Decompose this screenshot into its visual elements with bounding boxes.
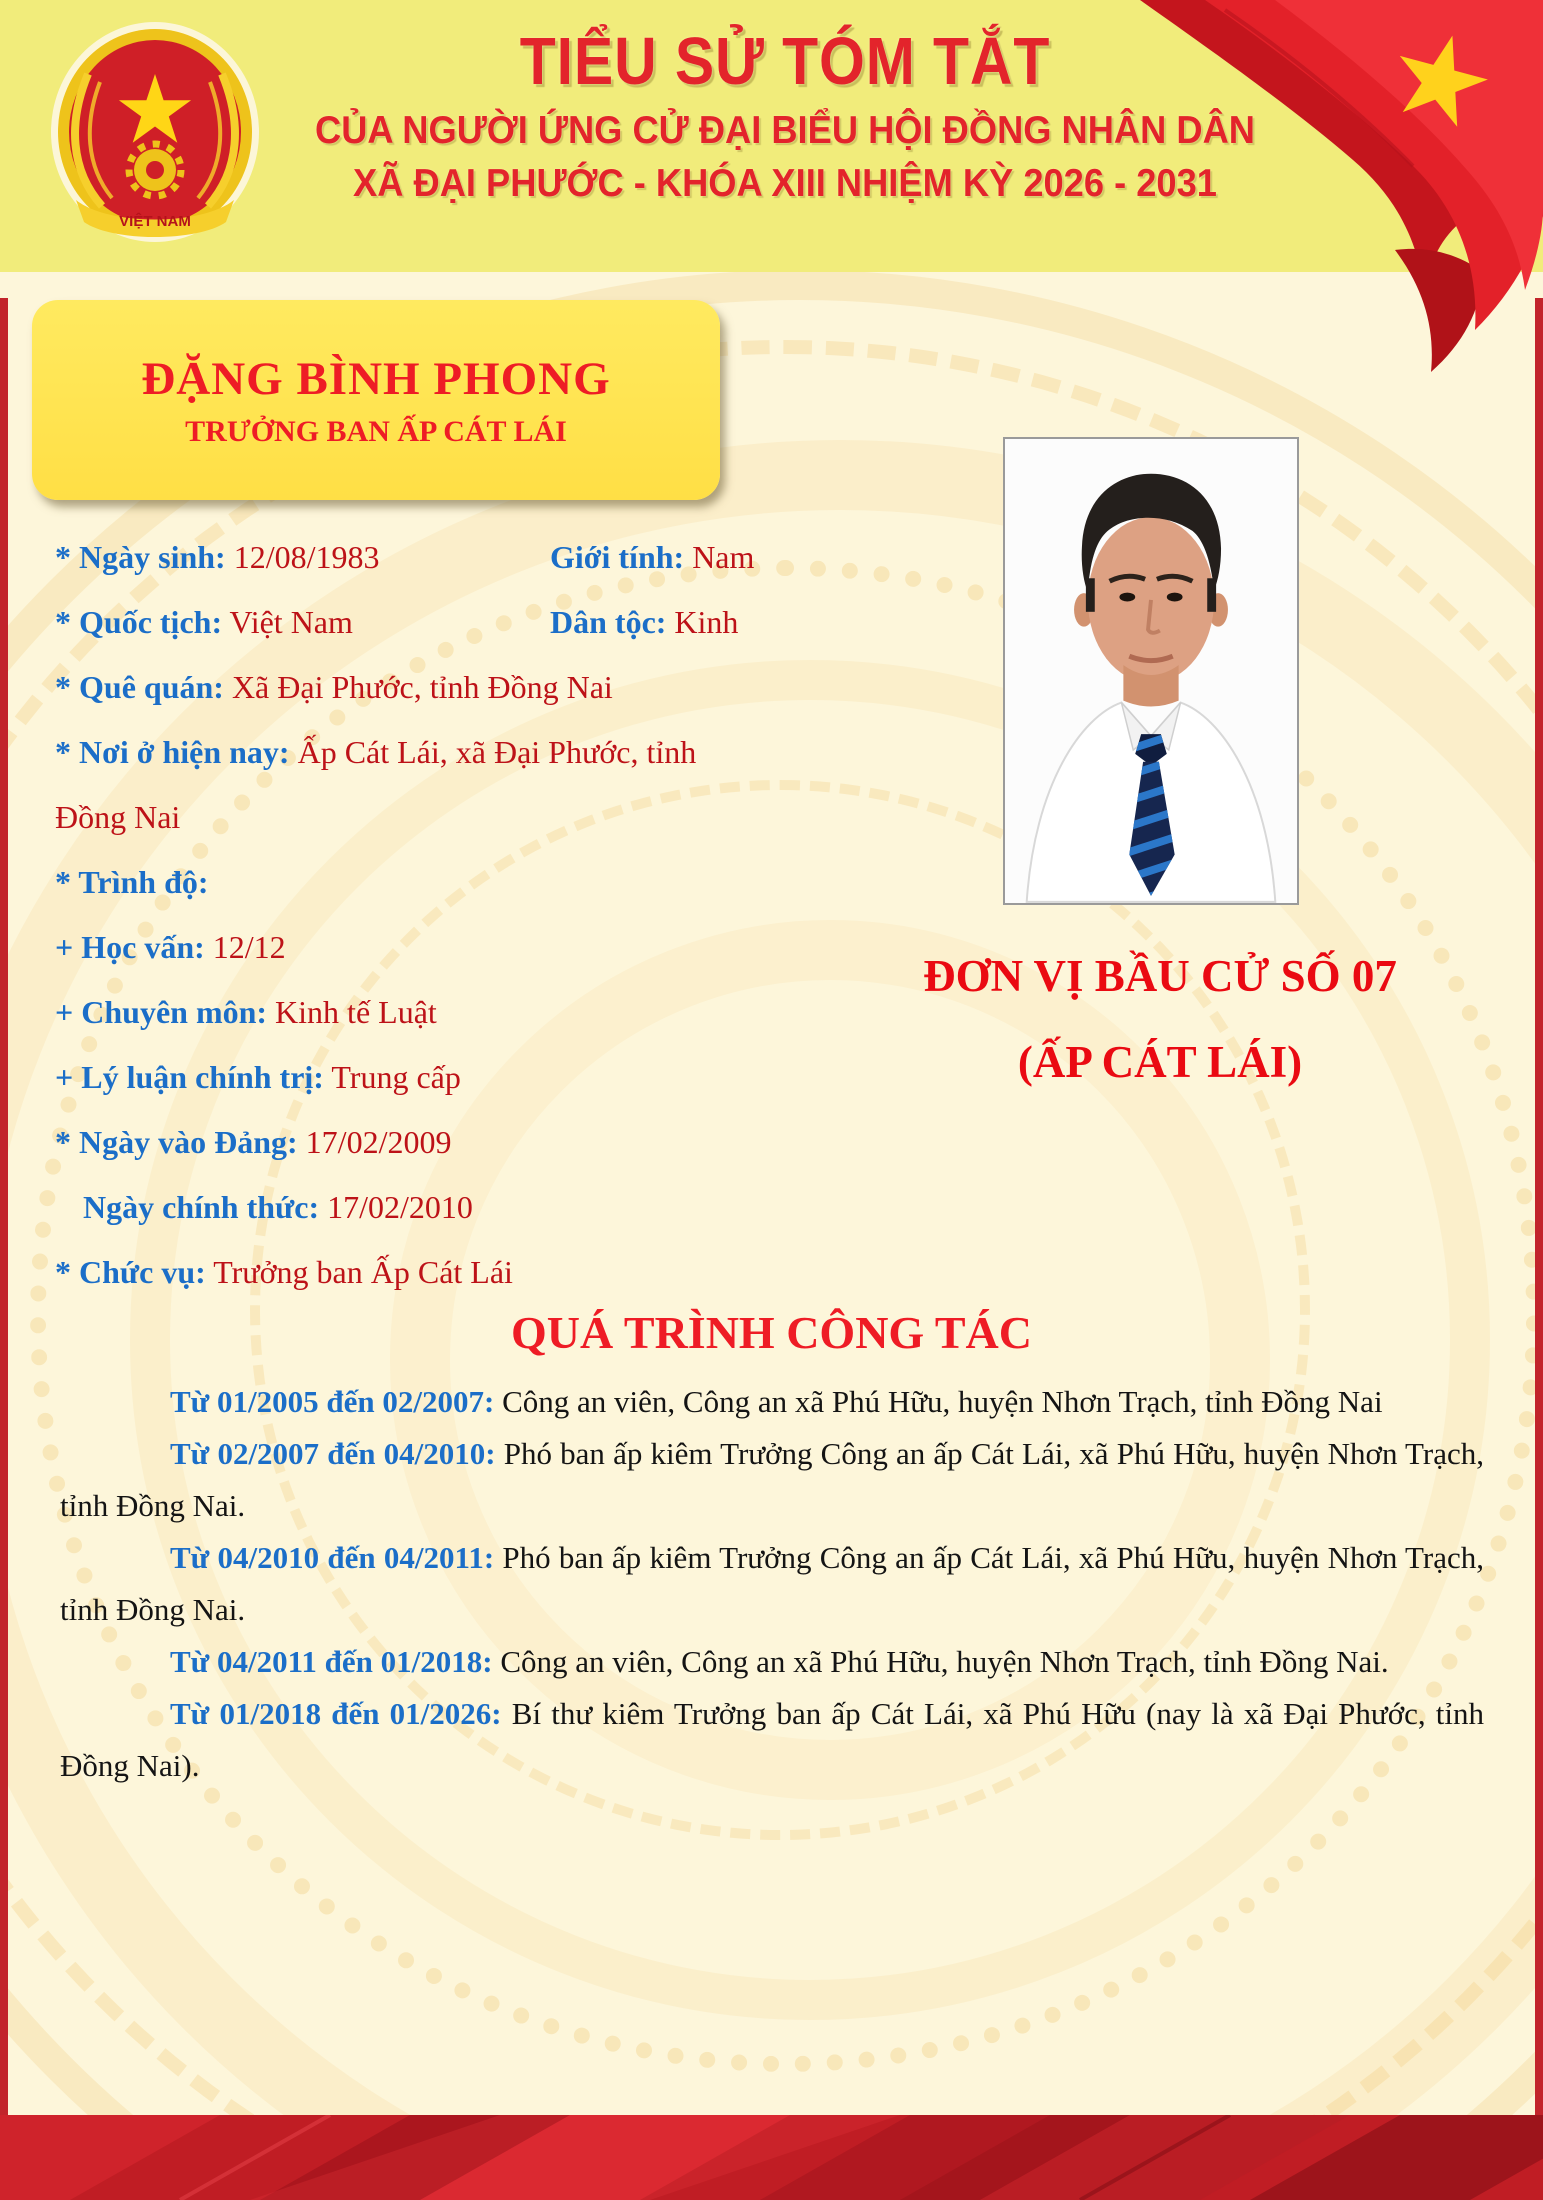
right-red-edge	[1535, 298, 1543, 2115]
info-label: + Học vấn:	[55, 929, 205, 965]
work-period: Từ 01/2005 đến 02/2007:	[170, 1384, 495, 1419]
work-entry	[60, 1636, 1484, 1688]
vietnam-flag-icon	[1095, 0, 1543, 400]
info-row-birthdate	[55, 525, 755, 590]
work-period: Từ 02/2007 đến 04/2010:	[170, 1436, 496, 1471]
info-label: * Ngày sinh:	[55, 539, 226, 575]
candidate-name-box	[32, 300, 720, 500]
title-line-1: TIỂU SỬ TÓM TẮT	[519, 24, 1051, 99]
work-entry	[60, 1428, 1484, 1532]
info-row-party-official-date	[55, 1175, 750, 1240]
work-description: Công an viên, Công an xã Phú Hữu, huyện Nhơn Trạch, tỉnh Đồng Nai.	[500, 1644, 1389, 1679]
footer-pattern	[0, 2115, 1543, 2200]
work-period: Từ 04/2010 đến 04/2011:	[170, 1540, 495, 1575]
candidate-name: ĐẶNG BÌNH PHONG	[141, 353, 611, 405]
info-value: 17/02/2009	[305, 1124, 452, 1160]
work-history	[60, 1376, 1484, 1792]
info-row-specialty	[55, 980, 750, 1045]
biography-info	[55, 525, 755, 1305]
info-row-political-theory	[55, 1045, 750, 1110]
info-value: Nam	[692, 539, 755, 575]
work-description: Công an viên, Công an xã Phú Hữu, huyện Nhơn Trạch, tỉnh Đồng Nai	[502, 1384, 1383, 1419]
info-row-nationality	[55, 590, 750, 655]
info-value: 12/08/1983	[233, 539, 380, 575]
title-line-2: CỦA NGƯỜI ỨNG CỬ ĐẠI BIỂU HỘI ĐỒNG NHÂN DÂN	[315, 109, 1255, 152]
info-value: 17/02/2010	[327, 1189, 473, 1225]
work-entry	[60, 1376, 1484, 1428]
work-description: Phó ban ấp kiêm Trưởng Công an ấp Cát Lái, xã Phú Hữu, huyện Nhơn Trạch, tỉnh Đồng Nai.	[60, 1436, 1484, 1523]
info-value: 12/12	[212, 929, 286, 965]
info-row-residence	[55, 720, 750, 850]
title-line-3: XÃ ĐẠI PHƯỚC - KHÓA XIII NHIỆM KỲ 2026 - 2031	[353, 162, 1217, 205]
info-label: * Nơi ở hiện nay:	[55, 734, 290, 770]
info-row-party-join-date	[55, 1110, 750, 1175]
svg-text:VIỆT NAM: VIỆT NAM	[119, 213, 191, 230]
info-row-gender	[550, 525, 754, 590]
election-unit-line2: (ẤP CÁT LÁI)	[1017, 1037, 1303, 1087]
work-description: Bí thư kiêm Trưởng ban ấp Cát Lái, xã Phú Hữu (nay là xã Đại Phước, tỉnh Đồng Nai).	[60, 1696, 1485, 1783]
info-value: Xã Đại Phước, tỉnh Đồng Nai	[231, 669, 613, 705]
info-value: Ấp Cát Lái, xã Đại Phước, tỉnh Đồng Nai	[55, 734, 697, 835]
info-label: Ngày chính thức:	[83, 1189, 320, 1225]
info-value: Trung cấp	[331, 1059, 461, 1095]
work-history-title: QUÁ TRÌNH CÔNG TÁC	[511, 1307, 1032, 1358]
info-label: * Chức vụ:	[55, 1254, 206, 1290]
info-row-hometown	[55, 655, 750, 720]
info-label: * Quốc tịch:	[55, 604, 223, 640]
candidate-portrait-photo	[1003, 437, 1299, 905]
work-entry	[60, 1532, 1484, 1636]
info-label: Dân tộc:	[550, 604, 667, 640]
info-row-ethnicity	[550, 590, 738, 655]
work-entry	[60, 1688, 1484, 1792]
info-label: + Lý luận chính trị:	[55, 1059, 324, 1095]
candidate-position: TRƯỞNG BAN ẤP CÁT LÁI	[185, 415, 567, 448]
info-value: Kinh tế Luật	[275, 994, 437, 1030]
election-unit-line1: ĐƠN VỊ BẦU CỬ SỐ 07	[923, 951, 1397, 1001]
election-unit	[860, 933, 1460, 1105]
info-row-education-header	[55, 850, 750, 915]
work-description: Phó ban ấp kiêm Trưởng Công an ấp Cát Lái, xã Phú Hữu, huyện Nhơn Trạch, tỉnh Đồng Nai.	[60, 1540, 1484, 1627]
left-red-edge	[0, 298, 8, 2115]
info-value: Việt Nam	[229, 604, 353, 640]
info-label: * Trình độ:	[55, 864, 209, 900]
info-value: Kinh	[674, 604, 739, 640]
info-value: Trưởng ban Ấp Cát Lái	[213, 1254, 513, 1290]
info-label: * Quê quán:	[55, 669, 224, 705]
info-label: Giới tính:	[550, 539, 685, 575]
info-row-current-title	[55, 1240, 750, 1305]
work-period: Từ 04/2011 đến 01/2018:	[170, 1644, 493, 1679]
info-label: * Ngày vào Đảng:	[55, 1124, 298, 1160]
work-period: Từ 01/2018 đến 01/2026:	[170, 1696, 502, 1731]
info-row-schooling	[55, 915, 750, 980]
info-label: + Chuyên môn:	[55, 994, 268, 1030]
